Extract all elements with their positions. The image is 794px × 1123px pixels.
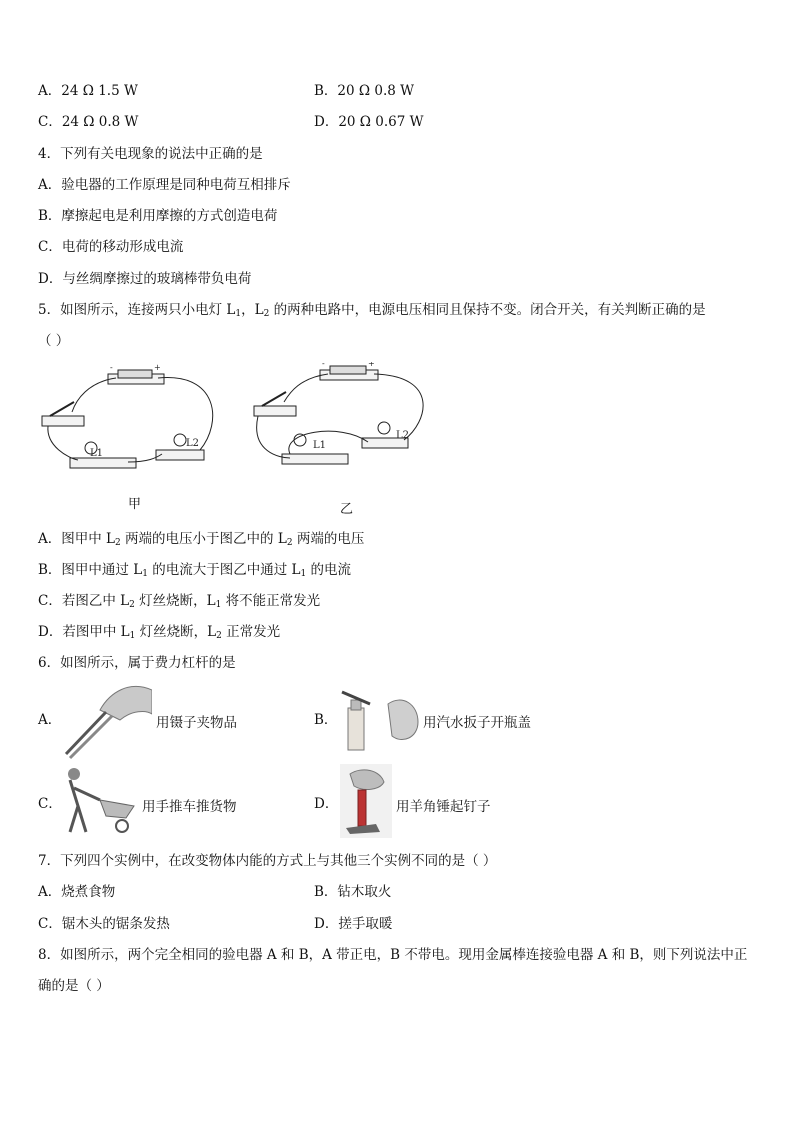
circuit-right [254,362,423,464]
bottle-opener-image [340,686,420,752]
q6-option-d-letter: D． [314,796,339,812]
figure-label-left: 甲 [128,497,142,512]
tweezers-image [60,680,152,760]
q8-stem-line1: 8．如图所示，两个完全相同的验电器 A 和 B，A 带正电，B 不带电。现用金属棒连接验电器 A 和 B，则下列说法中正 [38,947,748,963]
lamp2-label-right: L2 [396,430,410,441]
q4-option-c: C．电荷的移动形成电流 [38,239,184,255]
q6-option-b-letter: B． [314,712,338,728]
q5-stem: 5．如图所示，连接两只小电灯 $L_1$，$L_2$ 的两种电路中，电源电压相同且保持不变。闭合开关，有关判断正确的是 [38,302,706,319]
q4-option-b: B．摩擦起电是利用摩擦的方式创造电荷 [38,208,278,224]
q6-option-c-letter: C． [38,796,62,812]
q7-option-d: D．搓手取暖 [314,916,393,932]
q5-paren: （ ） [38,333,70,349]
circuit-figures [38,362,438,522]
q6-option-d-caption: 用羊角锤起钉子 [396,799,491,815]
q6-option-a-caption: 用镊子夹物品 [156,715,237,731]
figure-label-right: 乙 [340,502,354,517]
q3-option-a: A．24 Ω 1.5 W [38,83,138,99]
q5-option-b: B．图甲中通过 $L_1$ 的电流大于图乙中通过 $L_1$ 的电流 [38,562,352,579]
svg-text:+: + [368,362,375,368]
svg-text:+: + [154,363,161,372]
q3-option-c: C．24 Ω 0.8 W [38,114,139,130]
lamp2-label-left: L2 [186,438,200,449]
q7-option-a: A．烧煮食物 [38,884,116,900]
lamp1-label-right: L1 [313,440,327,451]
q7-stem: 7．下列四个实例中，在改变物体内能的方式上与其他三个实例不同的是（ ） [38,853,497,869]
q7-option-b: B．钻木取火 [314,884,392,900]
q6-option-b-caption: 用汽水扳子开瓶盖 [423,715,531,731]
claw-hammer-image [340,764,392,838]
lamp1-label-left: L1 [90,448,104,459]
svg-text:-: - [110,363,113,372]
q4-option-a: A．验电器的工作原理是同种电荷互相排斥 [38,177,291,193]
q6-option-c-caption: 用手推车推货物 [142,799,237,815]
q5-option-d: D．若图甲中 $L_1$ 灯丝烧断，$L_2$ 正常发光 [38,624,281,641]
q6-stem: 6．如图所示，属于费力杠杆的是 [38,655,236,671]
q7-option-c: C．锯木头的锯条发热 [38,916,170,932]
q8-stem-line2: 确的是（ ） [38,978,110,994]
wheelbarrow-image [60,766,138,836]
q3-option-d: D．20 Ω 0.67 W [314,114,424,130]
q6-option-a-letter: A． [38,712,62,728]
q4-option-d: D．与丝绸摩擦过的玻璃棒带负电荷 [38,271,252,287]
circuit-left [42,363,213,468]
q4-stem: 4．下列有关电现象的说法中正确的是 [38,146,263,162]
q5-option-a: A．图甲中 $L_2$ 两端的电压小于图乙中的 $L_2$ 两端的电压 [38,531,365,548]
svg-text:-: - [322,362,325,368]
q3-option-b: B．20 Ω 0.8 W [314,83,415,99]
q5-option-c: C．若图乙中 $L_2$ 灯丝烧断，$L_1$ 将不能正常发光 [38,593,321,610]
